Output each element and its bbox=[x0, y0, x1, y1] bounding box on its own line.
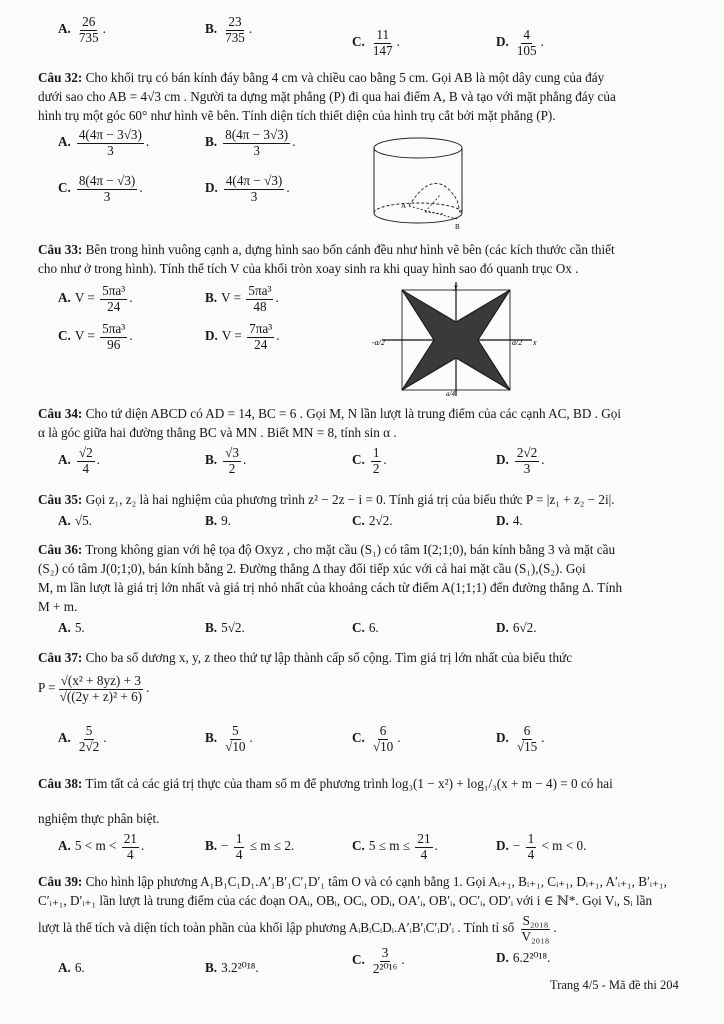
q39-option-c: C. $\frac{3}{\text{2²⁰¹⁶}}$ . bbox=[352, 945, 405, 976]
question-number: Câu 32: bbox=[38, 70, 83, 85]
q34-option-b: B. $\frac{√3}{2}$ . bbox=[205, 445, 247, 476]
q32-option-b: B. $\frac{8(4\pi - 3√3)}{3}$ . bbox=[205, 127, 296, 158]
q34-option-a: A. $\frac{√2}{4}$ . bbox=[58, 445, 100, 476]
q38-option-b: B. − $\frac{1}{4}$ ≤ m ≤ 2. bbox=[205, 831, 295, 862]
question-38: Câu 38: Tìm tất cả các giá trị thực của tham số m để phương trình log₃(1 − x²) + log₁/₃(x + m − 4) = 0 có hai nghiệm thực phân biệt. bbox=[38, 776, 613, 826]
q37-option-d: D. $\frac{6}{√15}$ . bbox=[496, 723, 545, 754]
question-35: Câu 35: Gọi z₁, z₂ là hai nghiệm của phương trình z² − 2z − i = 0. Tính giá trị của biểu thức P = |z₁ + z₂ − 2i|. bbox=[38, 492, 615, 507]
fig-label-neg: -a/2 bbox=[372, 338, 385, 347]
q39-option-a: A. 6. bbox=[58, 960, 85, 975]
q35-option-a: A. √5. bbox=[58, 513, 92, 528]
question-number: Câu 38: bbox=[38, 776, 83, 791]
fig-label-x: x bbox=[533, 338, 537, 347]
q38-option-d: D. − $\frac{1}{4}$ < m < 0. bbox=[496, 831, 587, 862]
question-39: Câu 39: Cho hình lập phương A₁B₁C₁D₁.A′₁B′₁C′₁D′₁ tâm O và có cạnh bằng 1. Gọi Aᵢ₊₁, Bᵢ₊₁, Cᵢ₊₁, Dᵢ₊₁, A′ᵢ₊₁, B′ᵢ₊₁, C′ᵢ₊₁, D′ᵢ₊₁ lần lượt là trung điểm của các đoạn OAᵢ, OBᵢ, OCᵢ, ODᵢ, OA′ᵢ, OB′ᵢ, OC′ᵢ, OD′ᵢ với i ∈ ℕ*. Gọi Vᵢ, Sᵢ lần lượt là thể tích và diện tích toàn phần của khối lập phương AᵢBᵢCᵢDᵢ.A′ᵢB′ᵢC′ᵢD′ᵢ . Tính tỉ số $\frac{\text{S₂₀₁₈}}{\text{V₂₀₁₈}}$ . bbox=[38, 874, 667, 944]
q37-option-a: A. $\frac{5}{2√2}$ . bbox=[58, 723, 107, 754]
question-34: Câu 34: Cho tứ diện ABCD có AD = 14, BC = 6 . Gọi M, N lần lượt là trung điểm của các cạnh AC, BD . Gọi α là góc giữa hai đường thẳng BC và MN . Biết MN = 8, tính sin α . bbox=[38, 406, 622, 440]
q35-option-b: B. 9. bbox=[205, 513, 231, 528]
q38-option-a: A. 5 < m < $\frac{21}{4}$ . bbox=[58, 831, 145, 862]
q33-option-a: A. V = $\frac{\text{5πa³}}{24}$ . bbox=[58, 283, 133, 314]
fig-label-pos: a/2 bbox=[512, 338, 523, 347]
question-33: Câu 33: Bên trong hình vuông cạnh a, dựng hình sao bốn cánh đều như hình vẽ bên (các kích thước cần thiết cho như ở trong hình). Tính thể tích V của khối tròn xoay sinh ra khi quay hình sao đó quanh trục Ox . bbox=[38, 242, 615, 276]
q37-option-c: C. $\frac{6}{√10}$ . bbox=[352, 723, 401, 754]
q34-option-d: D. $\frac{2√2}{3}$ . bbox=[496, 445, 545, 476]
q32-option-a: A. $\frac{4(4\pi - 3√3)}{3}$ . bbox=[58, 127, 150, 158]
question-number: Câu 39: bbox=[38, 874, 83, 889]
question-number: Câu 33: bbox=[38, 242, 83, 257]
q38-option-c: C. 5 ≤ m ≤ $\frac{21}{4}$ . bbox=[352, 831, 438, 862]
q31-option-c: C. $\frac{11}{147}$ . bbox=[352, 27, 400, 58]
cylinder-figure bbox=[365, 134, 475, 232]
fig-label-y: y bbox=[454, 282, 458, 291]
fig-label-b: B bbox=[455, 223, 460, 231]
q39-option-d: D. 6.2²⁰¹⁸. bbox=[496, 950, 551, 965]
question-32: Câu 32: Cho khối trụ có bán kính đáy bằng 4 cm và chiều cao bằng 5 cm. Gọi AB là một dây cung của đáy dưới sao cho AB = 4√3 cm . Người ta dựng mặt phẳng (P) đi qua hai điểm A, B và tạo với mặt phẳng đáy của hình trụ một góc 60° như hình vẽ bên. Tính diện tích thiết diện của hình trụ cắt bởi mặt phẳng (P). bbox=[38, 70, 616, 123]
q36-option-a: A. 5. bbox=[58, 620, 85, 635]
fig-label-bottom: a/4 bbox=[446, 390, 455, 398]
q36-option-d: D. 6√2. bbox=[496, 620, 537, 635]
q32-option-c: C. $\frac{8(4\pi - √3)}{3}$ . bbox=[58, 173, 143, 204]
fig-label-a: A bbox=[401, 202, 407, 210]
q31-option-b: B. $\frac{23}{735}$ . bbox=[205, 14, 253, 45]
q37-expression: P = $\frac{\text{√(x² + 8yz) + 3}}{\text{√((2y + z)² + 6)}}$ . bbox=[38, 673, 150, 704]
q35-option-c: C. 2√2. bbox=[352, 513, 393, 528]
question-number: Câu 35: bbox=[38, 492, 83, 507]
q33-option-d: D. V = $\frac{\text{7πa³}}{24}$ . bbox=[205, 321, 280, 352]
q33-option-b: B. V = $\frac{\text{5πa³}}{48}$ . bbox=[205, 283, 279, 314]
q36-option-c: C. 6. bbox=[352, 620, 379, 635]
question-37: Câu 37: Cho ba số dương x, y, z theo thứ tự lập thành cấp số cộng. Tìm giá trị lớn nhất của biểu thức bbox=[38, 650, 573, 665]
q35-option-d: D. 4. bbox=[496, 513, 523, 528]
q34-option-c: C. $\frac{1}{2}$ . bbox=[352, 445, 387, 476]
q31-option-a: A. $\frac{26}{735}$ . bbox=[58, 14, 106, 45]
q37-option-b: B. $\frac{5}{√10}$ . bbox=[205, 723, 253, 754]
q32-option-d: D. $\frac{4(4\pi - √3)}{3}$ . bbox=[205, 173, 290, 204]
question-number: Câu 36: bbox=[38, 542, 83, 557]
question-36: Câu 36: Trong không gian với hệ tọa độ Oxyz , cho mặt cầu (S₁) có tâm I(2;1;0), bán kính bằng 3 và mặt cầu (S₂) có tâm J(0;1;0), bán kính bằng 2. Đường thẳng Δ thay đổi tiếp xúc với cả hai mặt cầu (S₁),(S₂). Gọi M, m lần lượt là giá trị lớn nhất và giá trị nhỏ nhất của khoảng cách từ điểm A(1;1;1) đến đường thẳng Δ. Tính M + m. bbox=[38, 542, 623, 614]
q31-option-d: D. $\frac{4}{105}$ . bbox=[496, 27, 544, 58]
q39-option-b: B. 3.2²⁰¹⁸. bbox=[205, 960, 259, 975]
question-number: Câu 37: bbox=[38, 650, 83, 665]
star-figure bbox=[372, 282, 542, 398]
q33-option-c: C. V = $\frac{\text{5πa³}}{96}$ . bbox=[58, 321, 133, 352]
page-footer: Trang 4/5 - Mã đề thi 204 bbox=[550, 978, 679, 992]
q36-option-b: B. 5√2. bbox=[205, 620, 245, 635]
question-number: Câu 34: bbox=[38, 406, 83, 421]
